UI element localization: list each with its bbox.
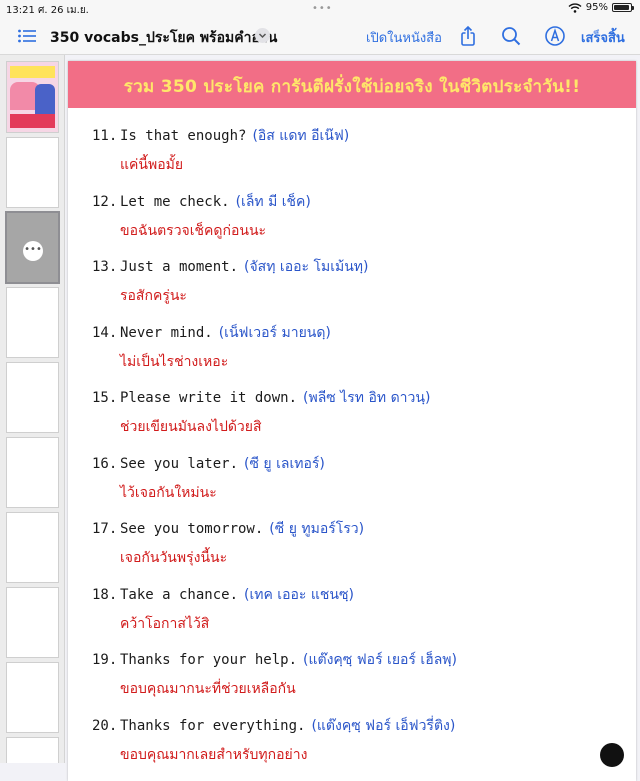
- pronunciation: (เทค เออะ แชนซฺ): [244, 586, 354, 603]
- sentence-number: 15.: [92, 390, 118, 406]
- pronunciation: (เล็ท มี เช็ค): [235, 193, 311, 210]
- sentence-number: 19.: [92, 652, 118, 668]
- sentence-entry: [92, 322, 622, 373]
- sentence-text: Is that enough?: [120, 128, 247, 144]
- battery-fill: [614, 5, 629, 10]
- multitasking-dots-icon[interactable]: •••: [312, 3, 333, 14]
- sentence-entry: [92, 715, 622, 766]
- english-sentence: [92, 191, 622, 213]
- page-thumbnail[interactable]: [7, 288, 58, 357]
- page-thumbnail[interactable]: [7, 138, 58, 207]
- status-right: [568, 2, 632, 13]
- sentence-entry: [92, 387, 622, 438]
- status-bar: [0, 0, 640, 18]
- sentence-number: 14.: [92, 324, 118, 341]
- share-icon[interactable]: [457, 25, 479, 47]
- thai-translation: ขอบคุณมากเลยสำหรับทุกอย่าง: [120, 746, 308, 763]
- english-sentence: [92, 715, 622, 737]
- english-sentence: [92, 584, 622, 606]
- sentence-entry: [92, 125, 622, 176]
- sentence-number: 20.: [92, 717, 118, 734]
- english-sentence: [92, 125, 622, 147]
- sentence-text: See you later.: [120, 455, 239, 472]
- document-title[interactable]: 350 vocabs_ประโยค พร้อมคำอ่าน: [50, 30, 278, 46]
- pronunciation: (จัสทฺ เออะ โมเม้นทฺ): [244, 259, 369, 275]
- wifi-icon: [568, 3, 582, 13]
- list-icon[interactable]: [18, 29, 36, 43]
- sentence-text: Please write it down.: [120, 390, 298, 406]
- pronunciation: (เน็ฟเวอร์ มายนดฺ): [218, 324, 331, 341]
- thai-translation: ช่วยเขียนมันลงไปด้วยสิ: [120, 419, 262, 435]
- page-thumbnail-sidebar[interactable]: [0, 55, 65, 763]
- battery-percent: 95%: [585, 2, 608, 13]
- sentence-entry: [92, 518, 622, 569]
- pronunciation: (ซี ยู ทูมอร์โรว): [269, 521, 365, 537]
- done-button[interactable]: เสร็จสิ้น: [581, 31, 625, 46]
- page-thumbnail[interactable]: [7, 738, 58, 763]
- sentence-text: Let me check.: [120, 193, 230, 210]
- thai-translation: ไว้เจอกันใหม่นะ: [120, 484, 217, 501]
- thai-translation: รอสักครู่นะ: [120, 288, 187, 304]
- page-thumbnail[interactable]: [7, 438, 58, 507]
- status-time: 13:21 ศ. 26 เม.ย.: [6, 5, 89, 16]
- markup-icon[interactable]: [544, 25, 566, 47]
- thai-translation: ขอฉันตรวจเช็คดูก่อนนะ: [120, 222, 267, 239]
- sentence-entry: [92, 649, 622, 700]
- english-sentence: [92, 256, 622, 278]
- chevron-down-icon[interactable]: [255, 28, 270, 43]
- page-thumbnail[interactable]: [7, 513, 58, 582]
- page-thumbnail[interactable]: [7, 588, 58, 657]
- thai-translation: ขอบคุณมากนะที่ช่วยเหลือกัน: [120, 681, 296, 697]
- more-icon[interactable]: •••: [23, 241, 43, 261]
- pronunciation: (แต๊งคฺซฺ ฟอร์ เอ็ฟวรี่ติง): [311, 717, 456, 734]
- pencil-tool-icon[interactable]: [600, 743, 624, 767]
- pronunciation: (แต๊งคฺซฺ ฟอร์ เยอร์ เฮ็ลพฺ): [303, 652, 458, 668]
- page-thumbnail[interactable]: [7, 363, 58, 432]
- sentence-number: 16.: [92, 455, 118, 472]
- english-sentence: [92, 453, 622, 475]
- thai-translation: ไม่เป็นไรช่างเหอะ: [120, 353, 229, 370]
- english-sentence: [92, 518, 622, 540]
- sentence-entry: [92, 584, 622, 635]
- sentence-entry: [92, 256, 622, 307]
- sentence-text: Never mind.: [120, 324, 213, 341]
- english-sentence: [92, 322, 622, 344]
- page-thumbnail[interactable]: [7, 62, 58, 132]
- toolbar: [0, 18, 640, 55]
- search-icon[interactable]: [500, 25, 522, 47]
- sentence-number: 17.: [92, 521, 118, 537]
- sentence-number: 11.: [92, 128, 118, 144]
- banner-title: รวม 350 ประโยค การันตีฝรั่งใช้บ่อยจริง ในชีวิตประจำวัน!!: [123, 77, 581, 97]
- pronunciation: (อิส แดท อีเน๊ฟ): [252, 128, 350, 144]
- thai-translation: แค่นี้พอมั้ย: [120, 157, 184, 173]
- thai-translation: คว้าโอกาสไว้สิ: [120, 615, 210, 632]
- sentence-text: See you tomorrow.: [120, 521, 264, 537]
- page-banner: [68, 61, 636, 108]
- sentence-text: Take a chance.: [120, 586, 239, 603]
- sentence-number: 18.: [92, 586, 118, 603]
- page-thumbnail-selected[interactable]: [7, 213, 58, 282]
- sentence-text: Thanks for your help.: [120, 652, 298, 668]
- thumbnail-art: [10, 66, 55, 78]
- sentence-text: Thanks for everything.: [120, 717, 306, 734]
- english-sentence: [92, 649, 622, 671]
- sentence-entry: [92, 453, 622, 504]
- pronunciation: (ซี ยู เลเทอร์): [244, 455, 325, 472]
- sentence-text: Just a moment.: [120, 259, 239, 275]
- pronunciation: (พลีซ ไรท อิท ดาวนฺ): [303, 390, 431, 406]
- open-in-books-button[interactable]: เปิดในหนังสือ: [366, 31, 442, 46]
- sentence-entry: [92, 191, 622, 242]
- thai-translation: เจอกันวันพรุ่งนี้นะ: [120, 550, 228, 566]
- sentence-number: 13.: [92, 259, 118, 275]
- thumbnail-art: [10, 114, 55, 128]
- page-thumbnail[interactable]: [7, 663, 58, 732]
- document-page[interactable]: [68, 61, 636, 781]
- sentence-number: 12.: [92, 193, 118, 210]
- battery-icon: [612, 3, 632, 12]
- english-sentence: [92, 387, 622, 409]
